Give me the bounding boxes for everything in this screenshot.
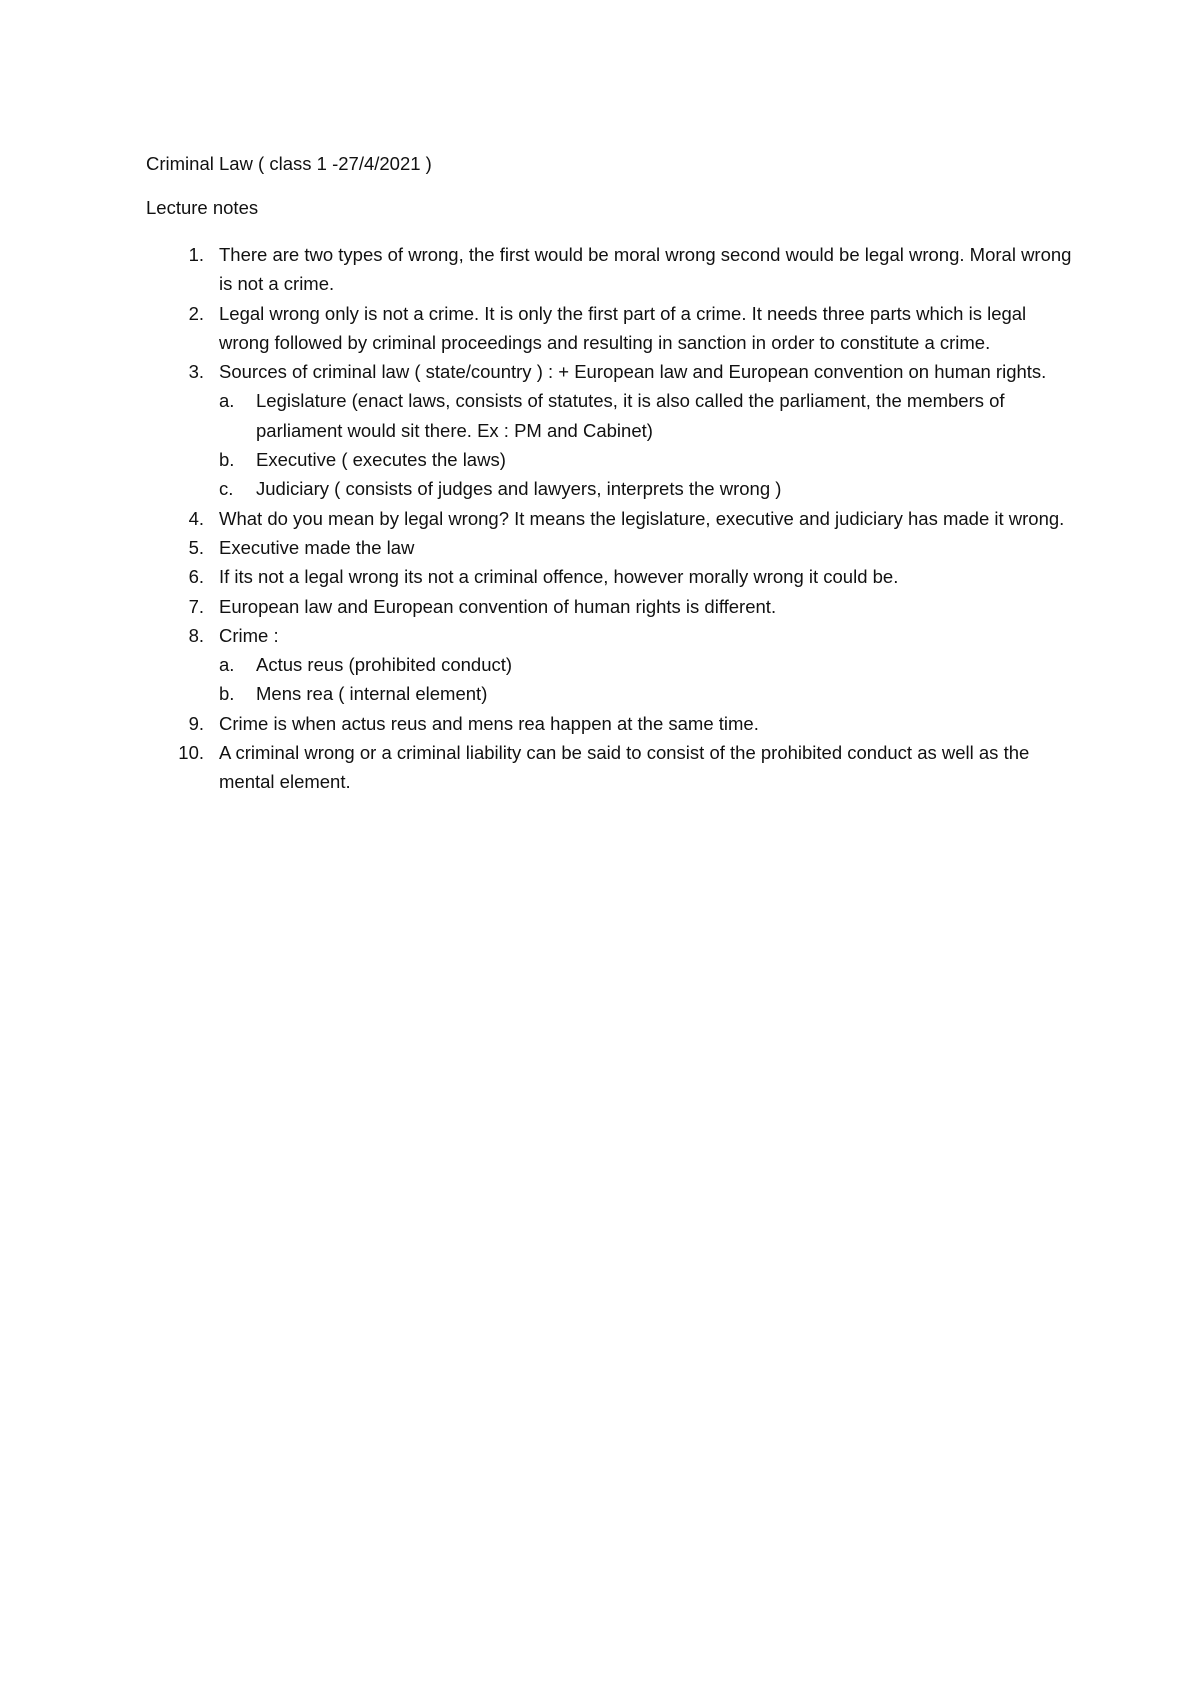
sub-list-item-letter: a. <box>219 654 235 676</box>
sub-list-item-letter: c. <box>219 478 234 500</box>
list-item-number: 7. <box>188 595 204 617</box>
list-item-text: Crime : <box>219 624 279 646</box>
list-item-text: What do you mean by legal wrong? It means the legislature, executive and judiciary has made it wrong. <box>219 507 1065 529</box>
list-item <box>146 709 1076 738</box>
sub-list-item-letter: b. <box>219 449 235 471</box>
sub-list <box>219 650 1076 709</box>
list-item-number: 6. <box>188 566 204 588</box>
list-item-number: 8. <box>188 624 204 646</box>
list-item-text: Legal wrong only is not a crime. It is only the first part of a crime. It needs three parts which is legal wrong followed by criminal proceedings and resulting in sanction in order to constitute a crime. <box>219 302 1027 353</box>
list-item <box>146 504 1076 533</box>
document-subtitle: Lecture notes <box>146 197 259 218</box>
list-item-number: 1. <box>188 244 204 265</box>
sub-list-item-text: Executive ( executes the laws) <box>256 449 506 471</box>
sub-list-item-letter: a. <box>219 390 235 412</box>
list-item-text: Executive made the law <box>219 536 415 558</box>
sub-list-item-text: Judiciary ( consists of judges and lawyers, interprets the wrong ) <box>256 478 782 500</box>
list-item <box>146 738 1076 797</box>
sub-list-item-text: Legislature (enact laws, consists of statutes, it is also called the parliament, the members of parliament would sit there. Ex : PM and Cabinet) <box>256 390 1005 441</box>
list-item-text: European law and European convention of human rights is different. <box>219 595 777 617</box>
list-item-text: If its not a legal wrong its not a criminal offence, however morally wrong it could be. <box>219 566 899 588</box>
list-item-number: 9. <box>188 712 204 734</box>
sub-list-item-text: Mens rea ( internal element) <box>256 683 488 705</box>
sub-list-item-text: Actus reus (prohibited conduct) <box>256 654 513 676</box>
list-item <box>146 533 1076 562</box>
sub-list-item <box>219 679 1076 708</box>
list-item-number: 3. <box>188 361 204 383</box>
list-item <box>146 592 1076 621</box>
list-item-number: 5. <box>188 536 204 558</box>
list-item-text: Sources of criminal law ( state/country ) : + European law and European convention on human rights. <box>219 361 1047 383</box>
sub-list-item <box>219 386 1076 445</box>
sub-list-item <box>219 474 1076 503</box>
sub-list-item-letter: b. <box>219 683 235 705</box>
list-item <box>146 562 1076 591</box>
lecture-notes-list <box>146 240 1076 797</box>
sub-list-item <box>219 445 1076 474</box>
sub-list <box>219 386 1076 503</box>
list-item-text: There are two types of wrong, the first would be moral wrong second would be legal wrong. Moral wrong is not a crime. <box>219 244 1072 295</box>
document-title: Criminal Law ( class 1 -27/4/2021 ) <box>146 153 432 174</box>
list-item-text: A criminal wrong or a criminal liability can be said to consist of the prohibited conduct as well as the mental element. <box>219 742 1030 793</box>
list-item-text: Crime is when actus reus and mens rea happen at the same time. <box>219 712 759 734</box>
sub-list-item <box>219 650 1076 679</box>
list-item <box>146 299 1076 358</box>
list-item-number: 4. <box>188 507 204 529</box>
list-item-number: 10. <box>178 742 204 764</box>
list-item-number: 2. <box>188 302 204 324</box>
list-item <box>146 240 1076 299</box>
list-item <box>146 621 1076 709</box>
list-item <box>146 357 1076 503</box>
